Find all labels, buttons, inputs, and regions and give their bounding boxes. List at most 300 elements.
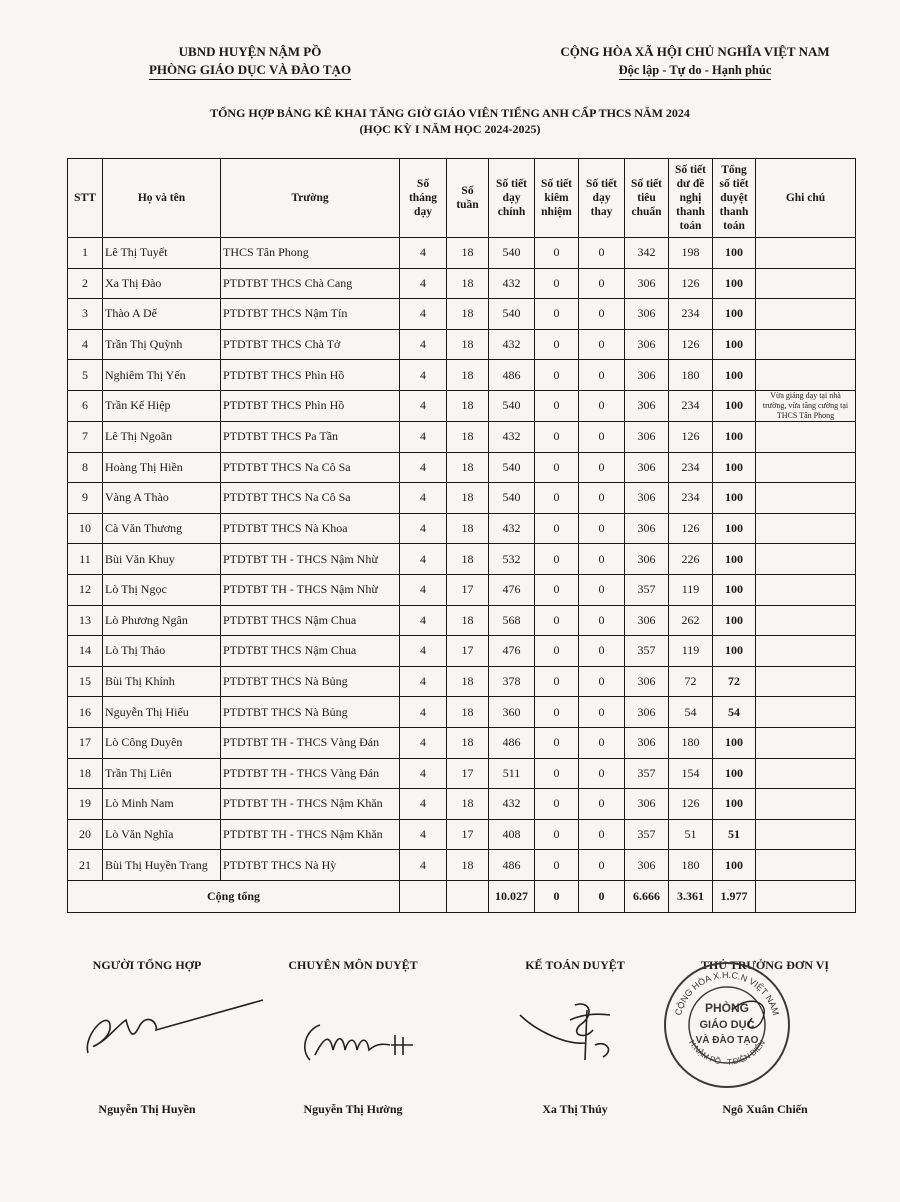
cell-school: PTDTBT TH - THCS Nậm Nhừ bbox=[221, 544, 400, 575]
stamp-center-2: GIÁO DỤC bbox=[699, 1019, 755, 1031]
cell-main-periods: 486 bbox=[489, 360, 535, 391]
cell-name: Thào A Dế bbox=[103, 299, 221, 330]
total-excess: 3.361 bbox=[669, 880, 713, 912]
cell-excess: 154 bbox=[669, 758, 713, 789]
cell-main-periods: 540 bbox=[489, 299, 535, 330]
teacher-hours-table bbox=[67, 158, 856, 913]
cell-stt: 12 bbox=[68, 574, 103, 605]
cell-excess: 54 bbox=[669, 697, 713, 728]
cell-name: Trần Kế Hiệp bbox=[103, 390, 221, 421]
signature-3 bbox=[515, 995, 635, 1070]
stamp-ring-top: CỘNG HÒA X.H.C.N VIỆT NAM bbox=[673, 969, 781, 1017]
cell-main-periods: 486 bbox=[489, 727, 535, 758]
cell-months: 4 bbox=[400, 483, 447, 514]
cell-approved: 100 bbox=[713, 329, 756, 360]
cell-stt: 8 bbox=[68, 452, 103, 483]
table-row bbox=[68, 758, 856, 789]
cell-name: Lê Thị Tuyết bbox=[103, 238, 221, 269]
cell-substitute: 0 bbox=[579, 299, 625, 330]
stamp-center-3: VÀ ĐÀO TẠO bbox=[695, 1035, 759, 1046]
table-row bbox=[68, 238, 856, 269]
cell-substitute: 0 bbox=[579, 544, 625, 575]
cell-substitute: 0 bbox=[579, 789, 625, 820]
total-note bbox=[756, 880, 856, 912]
official-stamp bbox=[662, 960, 792, 1090]
cell-excess: 119 bbox=[669, 574, 713, 605]
cell-main-periods: 408 bbox=[489, 819, 535, 850]
cell-approved: 100 bbox=[713, 483, 756, 514]
cell-main-periods: 540 bbox=[489, 483, 535, 514]
cell-name: Lò Thị Ngọc bbox=[103, 574, 221, 605]
cell-extra-duty: 0 bbox=[535, 666, 579, 697]
document-title bbox=[0, 105, 900, 137]
cell-extra-duty: 0 bbox=[535, 329, 579, 360]
cell-school: PTDTBT THCS Phìn Hồ bbox=[221, 390, 400, 421]
title-line1: TỔNG HỢP BẢNG KÊ KHAI TĂNG GIỜ GIÁO VIÊN TIẾNG ANH CẤP THCS NĂM 2024 bbox=[210, 106, 690, 120]
cell-name: Nghiêm Thị Yến bbox=[103, 360, 221, 391]
cell-extra-duty: 0 bbox=[535, 789, 579, 820]
table-row bbox=[68, 452, 856, 483]
table-row bbox=[68, 513, 856, 544]
cell-note bbox=[756, 819, 856, 850]
stamp-ring-bottom: H.NẬM PỒ - T.ĐIỆN BIÊN bbox=[686, 1038, 768, 1067]
cell-name: Hoàng Thị Hiền bbox=[103, 452, 221, 483]
cell-weeks: 18 bbox=[447, 483, 489, 514]
cell-standard: 306 bbox=[625, 789, 669, 820]
header-col-weeks: Số tuần bbox=[447, 159, 489, 238]
cell-main-periods: 432 bbox=[489, 513, 535, 544]
cell-approved: 100 bbox=[713, 452, 756, 483]
cell-main-periods: 486 bbox=[489, 850, 535, 881]
cell-note bbox=[756, 421, 856, 452]
cell-standard: 306 bbox=[625, 727, 669, 758]
cell-main-periods: 540 bbox=[489, 452, 535, 483]
cell-approved: 100 bbox=[713, 390, 756, 421]
cell-months: 4 bbox=[400, 238, 447, 269]
cell-extra-duty: 0 bbox=[535, 605, 579, 636]
cell-note bbox=[756, 636, 856, 667]
cell-approved: 100 bbox=[713, 727, 756, 758]
cell-substitute: 0 bbox=[579, 819, 625, 850]
signer-role-4: THỦ TRƯỞNG ĐƠN VỊ bbox=[700, 958, 830, 972]
cell-name: Lò Công Duyên bbox=[103, 727, 221, 758]
cell-substitute: 0 bbox=[579, 636, 625, 667]
cell-stt: 5 bbox=[68, 360, 103, 391]
stamp-center-1: PHÒNG bbox=[704, 1001, 750, 1015]
cell-months: 4 bbox=[400, 329, 447, 360]
cell-standard: 306 bbox=[625, 605, 669, 636]
cell-school: PTDTBT THCS Nà Khoa bbox=[221, 513, 400, 544]
cell-substitute: 0 bbox=[579, 238, 625, 269]
cell-name: Bùi Thị Huyền Trang bbox=[103, 850, 221, 881]
cell-main-periods: 360 bbox=[489, 697, 535, 728]
cell-excess: 72 bbox=[669, 666, 713, 697]
cell-extra-duty: 0 bbox=[535, 819, 579, 850]
cell-main-periods: 378 bbox=[489, 666, 535, 697]
cell-excess: 234 bbox=[669, 483, 713, 514]
cell-name: Trần Thị Liên bbox=[103, 758, 221, 789]
table-row bbox=[68, 819, 856, 850]
title-line2: (HỌC KỲ I NĂM HỌC 2024-2025) bbox=[359, 122, 541, 136]
cell-school: PTDTBT THCS Phìn Hồ bbox=[221, 360, 400, 391]
table-row bbox=[68, 329, 856, 360]
cell-weeks: 18 bbox=[447, 421, 489, 452]
cell-main-periods: 532 bbox=[489, 544, 535, 575]
cell-approved: 72 bbox=[713, 666, 756, 697]
total-standard: 6.666 bbox=[625, 880, 669, 912]
cell-name: Lò Minh Nam bbox=[103, 789, 221, 820]
cell-weeks: 18 bbox=[447, 452, 489, 483]
cell-school: PTDTBT TH - THCS Nậm Nhừ bbox=[221, 574, 400, 605]
issuer-department: PHÒNG GIÁO DỤC VÀ ĐÀO TẠO bbox=[149, 61, 351, 80]
cell-standard: 342 bbox=[625, 238, 669, 269]
signer-name-4: Ngô Xuân Chiến bbox=[722, 1102, 808, 1116]
cell-approved: 100 bbox=[713, 421, 756, 452]
cell-substitute: 0 bbox=[579, 390, 625, 421]
header-col-excess: Số tiết dư đề nghị thanh toán bbox=[669, 159, 713, 238]
total-row bbox=[68, 880, 856, 912]
cell-stt: 7 bbox=[68, 421, 103, 452]
cell-approved: 100 bbox=[713, 544, 756, 575]
cell-weeks: 17 bbox=[447, 819, 489, 850]
cell-note bbox=[756, 483, 856, 514]
cell-note bbox=[756, 329, 856, 360]
cell-months: 4 bbox=[400, 390, 447, 421]
cell-months: 4 bbox=[400, 421, 447, 452]
cell-extra-duty: 0 bbox=[535, 636, 579, 667]
cell-school: PTDTBT THCS Chà Cang bbox=[221, 268, 400, 299]
cell-standard: 306 bbox=[625, 513, 669, 544]
cell-approved: 51 bbox=[713, 819, 756, 850]
cell-stt: 16 bbox=[68, 697, 103, 728]
table-row bbox=[68, 605, 856, 636]
table-row bbox=[68, 697, 856, 728]
header-col-note: Ghi chú bbox=[756, 159, 856, 238]
cell-approved: 100 bbox=[713, 360, 756, 391]
cell-note bbox=[756, 850, 856, 881]
table-row bbox=[68, 544, 856, 575]
cell-note bbox=[756, 544, 856, 575]
cell-weeks: 18 bbox=[447, 789, 489, 820]
cell-school: PTDTBT THCS Nà Bủng bbox=[221, 666, 400, 697]
cell-note bbox=[756, 268, 856, 299]
cell-extra-duty: 0 bbox=[535, 360, 579, 391]
national-motto: Độc lập - Tự do - Hạnh phúc bbox=[619, 61, 772, 80]
cell-extra-duty: 0 bbox=[535, 544, 579, 575]
cell-extra-duty: 0 bbox=[535, 421, 579, 452]
total-extra-duty: 0 bbox=[535, 880, 579, 912]
cell-approved: 100 bbox=[713, 574, 756, 605]
cell-excess: 262 bbox=[669, 605, 713, 636]
cell-excess: 126 bbox=[669, 513, 713, 544]
issuer-district: UBND HUYỆN NẬM PỒ bbox=[178, 44, 322, 59]
cell-excess: 119 bbox=[669, 636, 713, 667]
signer-name-1: Nguyễn Thị Huyền bbox=[98, 1102, 196, 1116]
cell-substitute: 0 bbox=[579, 329, 625, 360]
cell-name: Lò Phương Ngân bbox=[103, 605, 221, 636]
table-row bbox=[68, 789, 856, 820]
header-col-stt: STT bbox=[68, 159, 103, 238]
cell-weeks: 17 bbox=[447, 758, 489, 789]
cell-approved: 100 bbox=[713, 758, 756, 789]
cell-months: 4 bbox=[400, 789, 447, 820]
cell-approved: 100 bbox=[713, 299, 756, 330]
cell-main-periods: 432 bbox=[489, 421, 535, 452]
cell-approved: 54 bbox=[713, 697, 756, 728]
table-header-row bbox=[68, 159, 856, 238]
cell-stt: 18 bbox=[68, 758, 103, 789]
cell-note bbox=[756, 605, 856, 636]
cell-stt: 10 bbox=[68, 513, 103, 544]
cell-excess: 126 bbox=[669, 268, 713, 299]
cell-substitute: 0 bbox=[579, 758, 625, 789]
cell-name: Bùi Văn Khuy bbox=[103, 544, 221, 575]
cell-weeks: 18 bbox=[447, 605, 489, 636]
cell-substitute: 0 bbox=[579, 666, 625, 697]
cell-substitute: 0 bbox=[579, 360, 625, 391]
cell-extra-duty: 0 bbox=[535, 390, 579, 421]
cell-excess: 198 bbox=[669, 238, 713, 269]
signer-role-3: KẾ TOÁN DUYỆT bbox=[525, 958, 625, 972]
table-row bbox=[68, 574, 856, 605]
cell-school: PTDTBT THCS Pa Tần bbox=[221, 421, 400, 452]
cell-note bbox=[756, 727, 856, 758]
cell-note bbox=[756, 697, 856, 728]
header-col-main-periods: Số tiết dạy chính bbox=[489, 159, 535, 238]
cell-school: PTDTBT TH - THCS Vàng Đán bbox=[221, 727, 400, 758]
cell-name: Trần Thị Quỳnh bbox=[103, 329, 221, 360]
cell-weeks: 18 bbox=[447, 697, 489, 728]
cell-approved: 100 bbox=[713, 268, 756, 299]
table-row bbox=[68, 483, 856, 514]
cell-name: Cà Văn Thương bbox=[103, 513, 221, 544]
cell-weeks: 18 bbox=[447, 360, 489, 391]
cell-weeks: 18 bbox=[447, 390, 489, 421]
table-row bbox=[68, 850, 856, 881]
cell-stt: 20 bbox=[68, 819, 103, 850]
cell-excess: 234 bbox=[669, 390, 713, 421]
cell-excess: 226 bbox=[669, 544, 713, 575]
cell-substitute: 0 bbox=[579, 697, 625, 728]
signer-name-3: Xa Thị Thúy bbox=[542, 1102, 608, 1116]
cell-stt: 9 bbox=[68, 483, 103, 514]
cell-standard: 357 bbox=[625, 636, 669, 667]
cell-main-periods: 568 bbox=[489, 605, 535, 636]
cell-excess: 126 bbox=[669, 789, 713, 820]
table-row bbox=[68, 666, 856, 697]
cell-approved: 100 bbox=[713, 850, 756, 881]
cell-school: PTDTBT THCS Nà Bủng bbox=[221, 697, 400, 728]
cell-months: 4 bbox=[400, 727, 447, 758]
cell-standard: 306 bbox=[625, 299, 669, 330]
cell-school: PTDTBT THCS Na Cô Sa bbox=[221, 452, 400, 483]
cell-weeks: 18 bbox=[447, 268, 489, 299]
cell-note bbox=[756, 299, 856, 330]
header-col-school: Trường bbox=[221, 159, 400, 238]
header-col-substitute: Số tiết dạy thay bbox=[579, 159, 625, 238]
cell-excess: 180 bbox=[669, 727, 713, 758]
national-header bbox=[545, 43, 845, 80]
cell-weeks: 18 bbox=[447, 727, 489, 758]
cell-standard: 306 bbox=[625, 666, 669, 697]
cell-stt: 1 bbox=[68, 238, 103, 269]
cell-substitute: 0 bbox=[579, 452, 625, 483]
cell-weeks: 17 bbox=[447, 574, 489, 605]
total-empty-weeks bbox=[447, 880, 489, 912]
cell-stt: 15 bbox=[68, 666, 103, 697]
cell-extra-duty: 0 bbox=[535, 483, 579, 514]
cell-standard: 306 bbox=[625, 329, 669, 360]
table-row bbox=[68, 390, 856, 421]
cell-name: Bùi Thị Khính bbox=[103, 666, 221, 697]
cell-standard: 357 bbox=[625, 758, 669, 789]
cell-approved: 100 bbox=[713, 605, 756, 636]
cell-school: PTDTBT TH - THCS Nậm Khăn bbox=[221, 789, 400, 820]
cell-substitute: 0 bbox=[579, 850, 625, 881]
cell-main-periods: 432 bbox=[489, 268, 535, 299]
cell-months: 4 bbox=[400, 452, 447, 483]
cell-name: Lò Thị Thảo bbox=[103, 636, 221, 667]
cell-approved: 100 bbox=[713, 789, 756, 820]
cell-excess: 126 bbox=[669, 421, 713, 452]
cell-extra-duty: 0 bbox=[535, 452, 579, 483]
table-row bbox=[68, 727, 856, 758]
cell-substitute: 0 bbox=[579, 605, 625, 636]
cell-excess: 234 bbox=[669, 299, 713, 330]
cell-extra-duty: 0 bbox=[535, 758, 579, 789]
header-col-extra-duty: Số tiết kiêm nhiệm bbox=[535, 159, 579, 238]
cell-excess: 51 bbox=[669, 819, 713, 850]
cell-note bbox=[756, 360, 856, 391]
cell-standard: 306 bbox=[625, 390, 669, 421]
header-col-months: Số tháng dạy bbox=[400, 159, 447, 238]
cell-stt: 13 bbox=[68, 605, 103, 636]
cell-stt: 21 bbox=[68, 850, 103, 881]
cell-standard: 357 bbox=[625, 574, 669, 605]
table-row bbox=[68, 299, 856, 330]
table-row bbox=[68, 421, 856, 452]
cell-main-periods: 540 bbox=[489, 390, 535, 421]
country-name: CỘNG HÒA XÃ HỘI CHỦ NGHĨA VIỆT NAM bbox=[560, 44, 830, 59]
cell-substitute: 0 bbox=[579, 574, 625, 605]
issuer-header bbox=[130, 43, 370, 80]
cell-stt: 17 bbox=[68, 727, 103, 758]
cell-main-periods: 432 bbox=[489, 789, 535, 820]
cell-months: 4 bbox=[400, 360, 447, 391]
cell-main-periods: 511 bbox=[489, 758, 535, 789]
cell-weeks: 18 bbox=[447, 850, 489, 881]
cell-school: PTDTBT THCS Chà Tở bbox=[221, 329, 400, 360]
cell-note bbox=[756, 574, 856, 605]
cell-main-periods: 476 bbox=[489, 574, 535, 605]
cell-school: PTDTBT THCS Nậm Chua bbox=[221, 605, 400, 636]
cell-months: 4 bbox=[400, 544, 447, 575]
total-substitute: 0 bbox=[579, 880, 625, 912]
signer-role-1: NGƯỜI TỔNG HỢP bbox=[92, 958, 202, 972]
cell-note bbox=[756, 452, 856, 483]
cell-months: 4 bbox=[400, 605, 447, 636]
cell-substitute: 0 bbox=[579, 268, 625, 299]
signer-role-2: CHUYÊN MÔN DUYỆT bbox=[288, 958, 418, 972]
cell-standard: 306 bbox=[625, 483, 669, 514]
cell-months: 4 bbox=[400, 299, 447, 330]
cell-extra-duty: 0 bbox=[535, 513, 579, 544]
cell-extra-duty: 0 bbox=[535, 574, 579, 605]
total-approved: 1.977 bbox=[713, 880, 756, 912]
cell-standard: 306 bbox=[625, 268, 669, 299]
table-body bbox=[68, 238, 856, 881]
cell-months: 4 bbox=[400, 268, 447, 299]
cell-stt: 11 bbox=[68, 544, 103, 575]
cell-note bbox=[756, 513, 856, 544]
cell-extra-duty: 0 bbox=[535, 697, 579, 728]
cell-standard: 306 bbox=[625, 452, 669, 483]
cell-weeks: 18 bbox=[447, 544, 489, 575]
cell-stt: 14 bbox=[68, 636, 103, 667]
header-col-standard: Số tiết tiêu chuẩn bbox=[625, 159, 669, 238]
cell-months: 4 bbox=[400, 574, 447, 605]
cell-stt: 6 bbox=[68, 390, 103, 421]
cell-school: PTDTBT TH - THCS Vàng Đán bbox=[221, 758, 400, 789]
header-col-approved: Tổng số tiết duyệt thanh toán bbox=[713, 159, 756, 238]
cell-note: Vừa giảng dạy tại nhà trường, vừa tăng cường tại THCS Tân Phong bbox=[756, 390, 856, 421]
cell-weeks: 18 bbox=[447, 299, 489, 330]
cell-school: PTDTBT TH - THCS Nậm Khăn bbox=[221, 819, 400, 850]
cell-approved: 100 bbox=[713, 636, 756, 667]
cell-months: 4 bbox=[400, 697, 447, 728]
total-label: Cộng tổng bbox=[68, 880, 400, 912]
signature-2 bbox=[295, 1015, 435, 1070]
cell-school: THCS Tân Phong bbox=[221, 238, 400, 269]
total-main-periods: 10.027 bbox=[489, 880, 535, 912]
cell-approved: 100 bbox=[713, 513, 756, 544]
table-row bbox=[68, 268, 856, 299]
cell-substitute: 0 bbox=[579, 513, 625, 544]
cell-weeks: 18 bbox=[447, 329, 489, 360]
signature-1 bbox=[78, 995, 268, 1065]
cell-weeks: 18 bbox=[447, 513, 489, 544]
cell-main-periods: 476 bbox=[489, 636, 535, 667]
cell-excess: 234 bbox=[669, 452, 713, 483]
cell-standard: 306 bbox=[625, 360, 669, 391]
cell-stt: 2 bbox=[68, 268, 103, 299]
cell-extra-duty: 0 bbox=[535, 727, 579, 758]
cell-note bbox=[756, 666, 856, 697]
table-row bbox=[68, 636, 856, 667]
cell-months: 4 bbox=[400, 850, 447, 881]
cell-note bbox=[756, 238, 856, 269]
cell-school: PTDTBT THCS Nậm Chua bbox=[221, 636, 400, 667]
signer-name-2: Nguyễn Thị Hường bbox=[303, 1102, 403, 1116]
cell-note bbox=[756, 758, 856, 789]
header-col-name: Họ và tên bbox=[103, 159, 221, 238]
cell-approved: 100 bbox=[713, 238, 756, 269]
cell-standard: 357 bbox=[625, 819, 669, 850]
cell-extra-duty: 0 bbox=[535, 238, 579, 269]
cell-months: 4 bbox=[400, 819, 447, 850]
cell-name: Xa Thị Đào bbox=[103, 268, 221, 299]
cell-substitute: 0 bbox=[579, 483, 625, 514]
cell-months: 4 bbox=[400, 513, 447, 544]
cell-main-periods: 432 bbox=[489, 329, 535, 360]
cell-stt: 4 bbox=[68, 329, 103, 360]
cell-standard: 306 bbox=[625, 697, 669, 728]
cell-excess: 126 bbox=[669, 329, 713, 360]
cell-note bbox=[756, 789, 856, 820]
cell-main-periods: 540 bbox=[489, 238, 535, 269]
cell-weeks: 17 bbox=[447, 636, 489, 667]
cell-excess: 180 bbox=[669, 360, 713, 391]
